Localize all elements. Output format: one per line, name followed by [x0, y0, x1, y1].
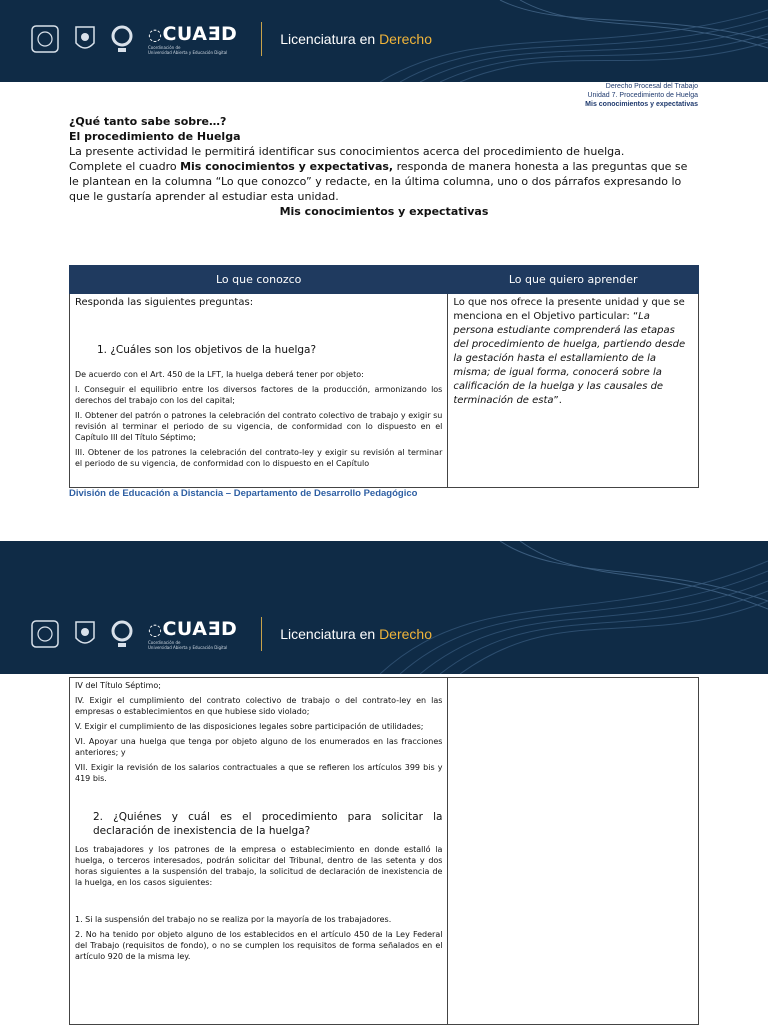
learn-cell[interactable]	[448, 294, 699, 488]
col-header-know: Lo que conozco	[70, 266, 448, 294]
puma-shield-icon	[74, 617, 96, 651]
document-header	[585, 82, 698, 109]
intro-question: ¿Qué tanto sabe sobre…?	[69, 115, 227, 128]
puma-shield-icon	[74, 22, 96, 56]
knowledge-table-continued	[69, 677, 699, 1025]
q2-case-1: 1. Si la suspensión del trabajo no se realiza por la mayoría de los trabajadores.	[75, 915, 392, 924]
answer-item-vi: VI. Apoyar una huelga que tenga por objeto alguno de los enumerados en las fracciones anteriores; y	[75, 737, 443, 757]
program-title: Licenciatura en Derecho	[280, 626, 432, 642]
wave-decoration	[0, 541, 768, 674]
unam-shield-icon	[30, 22, 60, 56]
dgb-logo-icon	[110, 617, 134, 651]
cuaed-logo: ◌CUAƎD Coordinación de Universidad Abierta y Educación Digital	[148, 618, 238, 650]
activity-name: Mis conocimientos y expectativas	[585, 101, 698, 108]
dgb-logo-icon	[110, 22, 134, 56]
section-title: El procedimiento de Huelga	[69, 130, 241, 143]
table-caption: Mis conocimientos y expectativas	[279, 205, 489, 218]
logo-row	[30, 22, 432, 56]
answer-item-v: V. Exigir el cumplimiento de las disposiciones legales sobre participación de utilidades;	[75, 722, 424, 731]
learn-cell-continued[interactable]	[448, 678, 699, 1025]
col-header-learn: Lo que quiero aprender	[448, 266, 699, 294]
answer-item-iii-cont: IV del Título Séptimo;	[75, 681, 161, 690]
intro-section	[69, 114, 699, 219]
logo-divider	[261, 617, 262, 651]
prompt-text: Responda las siguientes preguntas:	[75, 297, 254, 308]
unit-name: Unidad 7. Procedimiento de Huelga	[587, 92, 698, 99]
q2-case-2: 2. No ha tenido por objeto alguno de los establecidos en el artículo 450 de la Ley Federal del Trabajo (requisitos de fondo), o no se cumplen los requisitos de forma señalados en el artículo 920 de la misma ley.	[75, 930, 443, 961]
know-cell-continued[interactable]	[70, 678, 448, 1025]
answer-item-iv: IV. Exigir el cumplimiento del contrato colectivo de trabajo o del contrato-ley en las empresas o establecimientos en que hubiese sido violado;	[75, 696, 443, 716]
question-1: 1. ¿Cuáles son los objetivos de la huelga?	[97, 344, 317, 356]
learn-text: Lo que nos ofrece la presente unidad y que se menciona en el Objetivo particular: “La persona estudiante comprenderá las etapas del procedimiento de huelga, partiendo desde la gestación hasta el estallamiento de la misma; de igual forma, conocerá sobre la calificación de la huelga y las causales de terminación de esta”.	[453, 297, 686, 406]
know-cell[interactable]	[70, 294, 448, 488]
q2-answer-intro: Los trabajadores y los patrones de la empresa o establecimiento en donde estalló la huelga, o terceros interesados, podrán solicitar del Tribunal, dentro de las setenta y dos horas siguientes a la suspensión del trabajo, la solicitud de declaración de inexistencia de la huelga, en los casos siguientes:	[75, 845, 443, 887]
answer-item-i: I. Conseguir el equilibrio entre los diversos factores de la producción, armonizando los derechos del trabajo con los del capital;	[75, 385, 443, 405]
answer-item-vii: VII. Exigir la revisión de los salarios contractuales a que se refieren los artículos 399 bis y 419 bis.	[75, 763, 443, 783]
answer-intro: De acuerdo con el Art. 450 de la LFT, la huelga deberá tener por objeto:	[75, 370, 364, 379]
intro-paragraph: La presente actividad le permitirá identificar sus conocimientos acerca del procedimiento de huelga.	[69, 145, 625, 158]
answer-item-ii: II. Obtener del patrón o patrones la celebración del contrato colectivo de trabajo y exigir su revisión al terminar el periodo de su vigencia, de conformidad con lo dispuesto en el Capítulo III del Título Séptimo;	[75, 411, 443, 442]
instructions-paragraph: Complete el cuadro Mis conocimientos y expectativas, responda de manera honesta a las preguntas que se le plantean en la columna “Lo que conozco” y redacte, en la última columna, uno o dos párrafos expresando lo que le gustaría aprender al estudiar esta unidad.	[69, 160, 688, 203]
header-banner	[0, 0, 768, 82]
page-footer: División de Educación a Distancia – Departamento de Desarrollo Pedagógico	[69, 488, 418, 499]
course-name: Derecho Procesal del Trabajo	[605, 83, 698, 90]
cuaed-logo: ◌CUAƎD Coordinación de Universidad Abierta y Educación Digital	[148, 23, 238, 55]
answer-item-iii: III. Obtener de los patrones la celebración del contrato-ley y exigir su revisión al terminar el periodo de su vigencia, de conformidad con lo dispuesto en el Capítulo	[75, 448, 443, 468]
knowledge-table	[69, 265, 699, 488]
question-2: 2. ¿Quiénes y cuál es el procedimiento para solicitar la declaración de inexistencia de la huelga?	[93, 811, 443, 837]
logo-divider	[261, 22, 262, 56]
unam-shield-icon	[30, 617, 60, 651]
logo-row-page2	[30, 617, 432, 651]
header-banner-page2	[0, 541, 768, 674]
program-title: Licenciatura en Derecho	[280, 31, 432, 47]
